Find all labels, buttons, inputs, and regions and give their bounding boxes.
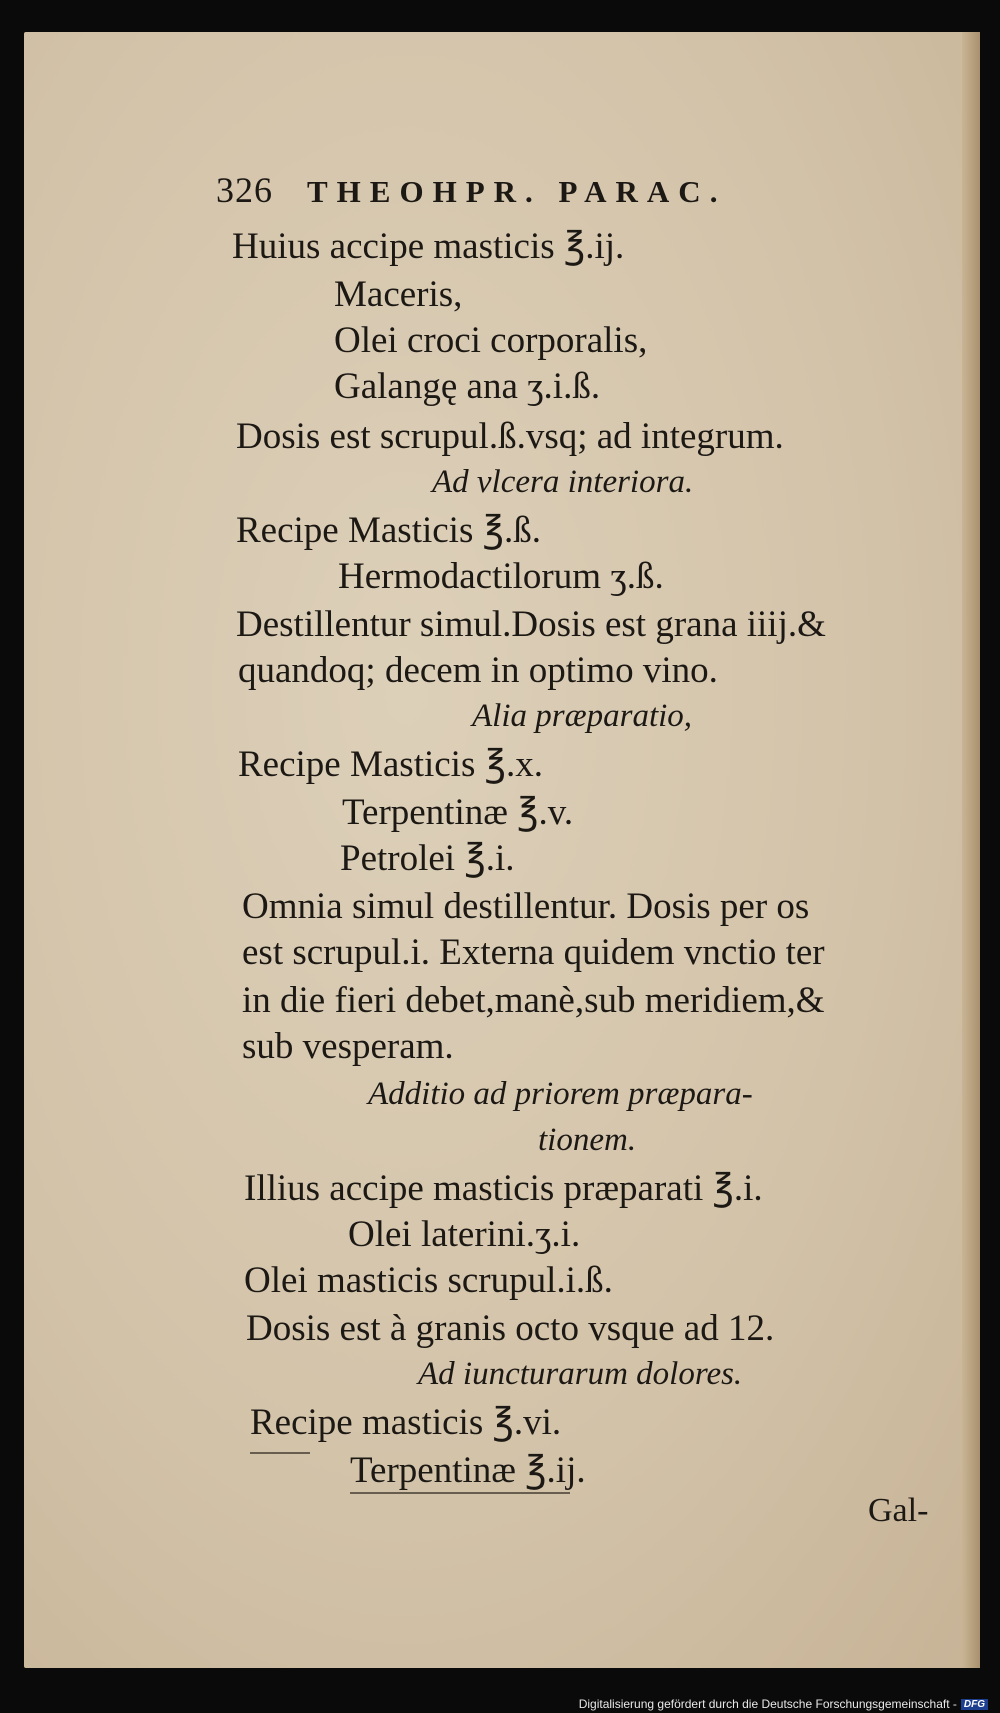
page-number: 326 <box>216 170 273 210</box>
section-heading: Alia præparatio, <box>472 698 693 734</box>
ink-mark <box>250 1452 310 1454</box>
section-heading: Additio ad priorem præpara- <box>368 1076 753 1112</box>
text-line: Huius accipe masticis ℥.ij. <box>232 226 625 267</box>
running-header <box>216 172 726 208</box>
dfg-logo: DFG <box>961 1699 988 1710</box>
section-heading: Ad vlcera interiora. <box>432 464 694 500</box>
page-edge <box>962 32 980 1668</box>
text-line: Galangę ana ʒ.i.ß. <box>334 366 601 407</box>
text-line: Maceris, <box>334 274 463 315</box>
text-line: quandoq; decem in optimo vino. <box>238 650 718 691</box>
text-line: Omnia simul destillentur. Dosis per os <box>242 886 810 927</box>
text-line: Terpentinæ ℥.ij. <box>350 1450 586 1491</box>
text-line: Hermodactilorum ʒ.ß. <box>338 556 664 597</box>
text-line: Dosis est à granis octo vsque ad 12. <box>246 1308 775 1349</box>
text-line: Destillentur simul.Dosis est grana iiij.& <box>236 604 826 645</box>
text-line: Petrolei ℥.i. <box>340 838 515 879</box>
catchword: Gal- <box>868 1492 929 1529</box>
text-line: est scrupul.i. Externa quidem vnctio ter <box>242 932 825 973</box>
text-line: sub vesperam. <box>242 1026 454 1067</box>
running-title: THEOHPR. PARAC. <box>307 174 727 209</box>
text-line: Olei croci corporalis, <box>334 320 648 361</box>
text-line: Terpentinæ ℥.v. <box>342 792 574 833</box>
text-line: Olei masticis scrupul.i.ß. <box>244 1260 613 1301</box>
text-line: Recipe Masticis ℥.x. <box>238 744 543 785</box>
section-heading: Ad iuncturarum dolores. <box>418 1356 743 1392</box>
digitization-credit <box>579 1697 988 1711</box>
text-line: Dosis est scrupul.ß.vsq; ad integrum. <box>236 416 784 457</box>
text-line: Olei laterini.ʒ.i. <box>348 1214 581 1255</box>
credit-text: Digitalisierung gefördert durch die Deutsche Forschungsgemeinschaft - <box>578 1697 957 1711</box>
text-line: Illius accipe masticis præparati ℥.i. <box>244 1168 763 1209</box>
ink-mark <box>350 1492 570 1494</box>
text-line: in die fieri debet,manè,sub meridiem,& <box>242 980 825 1021</box>
section-heading: tionem. <box>538 1122 637 1158</box>
text-line: Recipe masticis ℥.vi. <box>250 1402 562 1443</box>
text-line: Recipe Masticis ℥.ß. <box>236 510 541 551</box>
